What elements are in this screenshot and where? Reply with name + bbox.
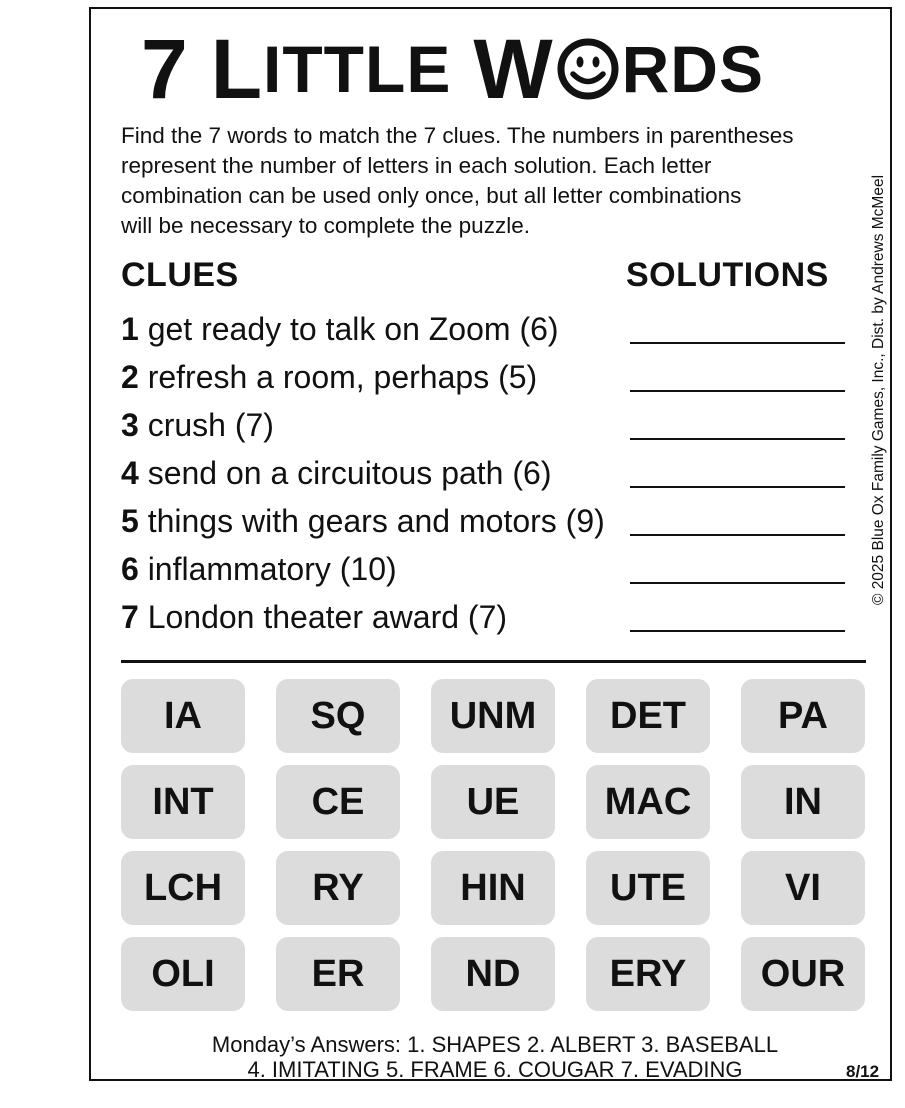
letter-tile[interactable]: IN	[741, 765, 865, 839]
previous-answers-line-2: 4. IMITATING 5. FRAME 6. COUGAR 7. EVADING	[247, 1057, 743, 1082]
letter-tile[interactable]: OLI	[121, 937, 245, 1011]
instructions-line: represent the number of letters in each solution. Each letter	[121, 153, 712, 178]
clue-text: refresh a room, perhaps (5)	[138, 359, 538, 395]
title-number: 7	[141, 22, 189, 116]
letter-tile[interactable]: ER	[276, 937, 400, 1011]
letter-tile[interactable]: PA	[741, 679, 865, 753]
clue-text: things with gears and motors (9)	[138, 503, 605, 539]
clue-5	[121, 501, 605, 541]
letter-tile[interactable]: UNM	[431, 679, 555, 753]
copyright-credit: © 2025 Blue Ox Family Games, Inc., Dist. by Andrews McMeel	[870, 174, 887, 606]
clue-number: 3	[121, 407, 139, 443]
solution-blank-3[interactable]	[630, 438, 845, 440]
solution-blank-6[interactable]	[630, 582, 845, 584]
solution-blank-1[interactable]	[630, 342, 845, 344]
title-word2-rest: RDS	[621, 32, 764, 106]
instructions-line: will be necessary to complete the puzzle.	[121, 213, 530, 238]
solution-blank-2[interactable]	[630, 390, 845, 392]
divider	[121, 660, 866, 663]
solution-blank-5[interactable]	[630, 534, 845, 536]
solutions-header: SOLUTIONS	[626, 256, 829, 294]
clue-7	[121, 597, 507, 637]
clues-header: CLUES	[121, 256, 239, 294]
puzzle-date: 8/12	[846, 1062, 880, 1081]
letter-tile[interactable]: DET	[586, 679, 710, 753]
solution-blank-4[interactable]	[630, 486, 845, 488]
instructions-line: combination can be used only once, but all letter combinations	[121, 183, 742, 208]
clue-4	[121, 453, 551, 493]
letter-tile-grid	[121, 679, 866, 1011]
clue-number: 4	[121, 455, 139, 491]
clue-number: 2	[121, 359, 139, 395]
clue-text: inflammatory (10)	[138, 551, 397, 587]
previous-answers-line-1: Monday’s Answers: 1. SHAPES 2. ALBERT 3. BASEBALL	[211, 1032, 779, 1057]
letter-tile[interactable]: UTE	[586, 851, 710, 925]
clue-text: crush (7)	[138, 407, 274, 443]
letter-tile[interactable]: UE	[431, 765, 555, 839]
letter-tile[interactable]: LCH	[121, 851, 245, 925]
clue-2	[121, 357, 537, 397]
smiley-face-icon	[556, 37, 620, 101]
clue-3	[121, 405, 274, 445]
letter-tile[interactable]: HIN	[431, 851, 555, 925]
letter-tile[interactable]: ERY	[586, 937, 710, 1011]
clue-number: 6	[121, 551, 139, 587]
clue-number: 1	[121, 311, 139, 347]
clue-text: get ready to talk on Zoom (6)	[138, 311, 559, 347]
clue-6	[121, 549, 397, 589]
title-word2-initial: W	[473, 22, 554, 116]
clue-text: London theater award (7)	[138, 599, 508, 635]
instructions-line: Find the 7 words to match the 7 clues. The numbers in parentheses	[121, 123, 794, 148]
clue-number: 7	[121, 599, 139, 635]
letter-tile[interactable]: CE	[276, 765, 400, 839]
letter-tile[interactable]: OUR	[741, 937, 865, 1011]
letter-tile[interactable]: SQ	[276, 679, 400, 753]
title-word1-initial: L	[210, 22, 264, 116]
puzzle-title	[0, 22, 905, 116]
title-word1-rest: ITTLE	[263, 32, 452, 106]
letter-tile[interactable]: MAC	[586, 765, 710, 839]
letter-tile[interactable]: INT	[121, 765, 245, 839]
letter-tile[interactable]: ND	[431, 937, 555, 1011]
instructions	[121, 121, 871, 241]
clue-1	[121, 309, 559, 349]
solution-blank-7[interactable]	[630, 630, 845, 632]
letter-tile[interactable]: RY	[276, 851, 400, 925]
letter-tile[interactable]: VI	[741, 851, 865, 925]
clue-number: 5	[121, 503, 139, 539]
letter-tile[interactable]: IA	[121, 679, 245, 753]
clue-text: send on a circuitous path (6)	[138, 455, 552, 491]
